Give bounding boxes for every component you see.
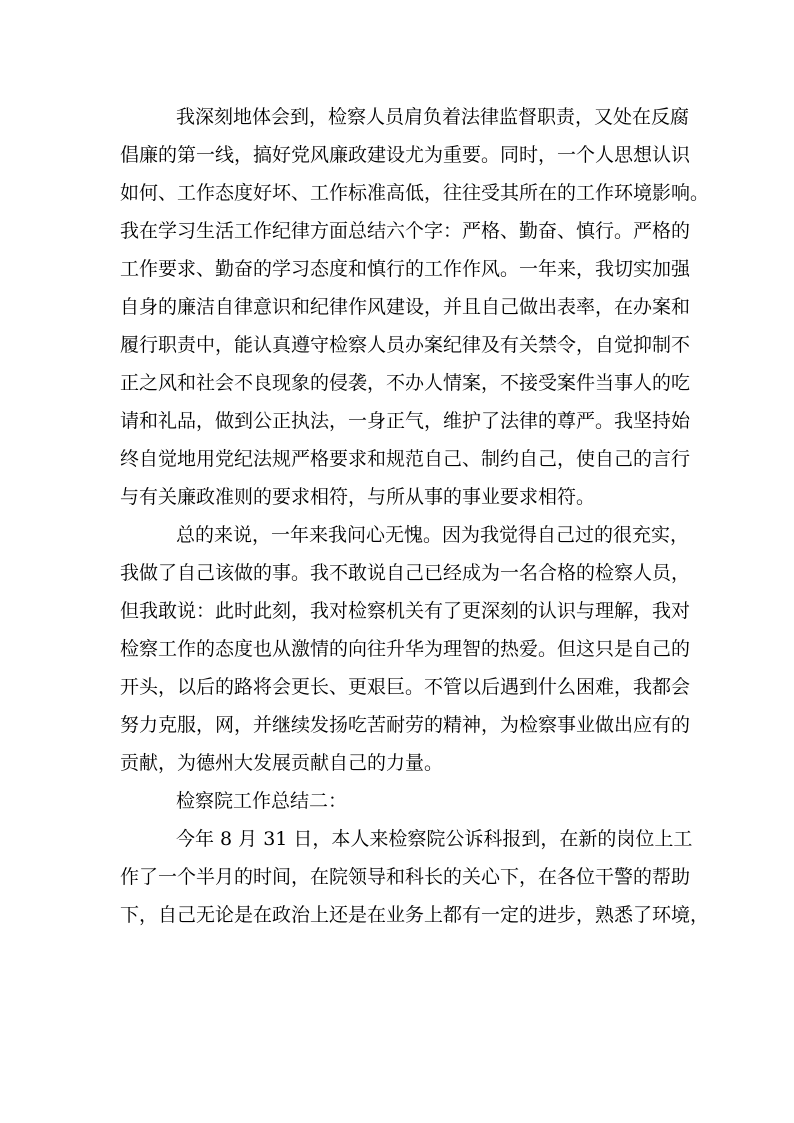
paragraph-summary <box>120 516 691 782</box>
section-heading: 检察院工作总结二： <box>176 790 348 812</box>
text-line: 作了一个半月的时间，在院领导和科长的关心下，在各位干警的帮助 <box>120 866 691 888</box>
text-line: 履行职责中，能认真遵守检察人员办案纪律及有关禁令，自觉抑制不 <box>120 334 691 356</box>
text-line: 工作要求、勤奋的学习态度和慎行的工作作风。一年来，我切实加强 <box>120 258 691 280</box>
paragraph-new-post <box>120 820 710 934</box>
text-line: 总的来说，一年来我问心无愧。因为我觉得自己过的很充实， <box>176 524 690 546</box>
text-line: 我在学习生活工作纪律方面总结六个字：严格、勤奋、慎行。严格的 <box>120 220 691 242</box>
text-line: 终自觉地用党纪法规严格要求和规范自己、制约自己，使自己的言行 <box>120 448 691 470</box>
text-line: 但我敢说：此时此刻，我对检察机关有了更深刻的认识与理解，我对 <box>120 600 691 622</box>
text-line: 今年 8 月 31 日，本人来检察院公诉科报到，在新的岗位上工 <box>176 828 693 850</box>
text-line: 自身的廉洁自律意识和纪律作风建设，并且自己做出表率，在办案和 <box>120 296 691 318</box>
text-line: 与有关廉政准则的要求相符，与所从事的事业要求相符。 <box>120 486 596 508</box>
text-line: 我深刻地体会到，检察人员肩负着法律监督职责，又处在反腐 <box>176 106 690 128</box>
text-line: 倡廉的第一线，搞好党风廉政建设尤为重要。同时，一个人思想认识 <box>120 144 691 166</box>
paragraph-integrity <box>120 98 710 516</box>
text-line: 开头，以后的路将会更长、更艰巨。不管以后遇到什么困难，我都会 <box>120 676 691 698</box>
text-line: 正之风和社会不良现象的侵袭，不办人情案，不接受案件当事人的吃 <box>120 372 691 394</box>
document-body <box>120 98 710 934</box>
text-line: 努力克服，网，并继续发扬吃苦耐劳的精神，为检察事业做出应有的 <box>120 714 691 736</box>
text-line: 我做了自己该做的事。我不敢说自己已经成为一名合格的检察人员， <box>120 562 691 584</box>
text-line: 贡献，为德州大发展贡献自己的力量。 <box>120 752 444 774</box>
text-line: 请和礼品，做到公正执法，一身正气，维护了法律的尊严。我坚持始 <box>120 410 691 432</box>
text-line: 下，自己无论是在政治上还是在业务上都有一定的进步，熟悉了环境， <box>120 904 710 926</box>
text-line: 检察工作的态度也从激情的向往升华为理智的热爱。但这只是自己的 <box>120 638 691 660</box>
text-line: 如何、工作态度好坏、工作标准高低，往往受其所在的工作环境影响。 <box>120 182 710 204</box>
